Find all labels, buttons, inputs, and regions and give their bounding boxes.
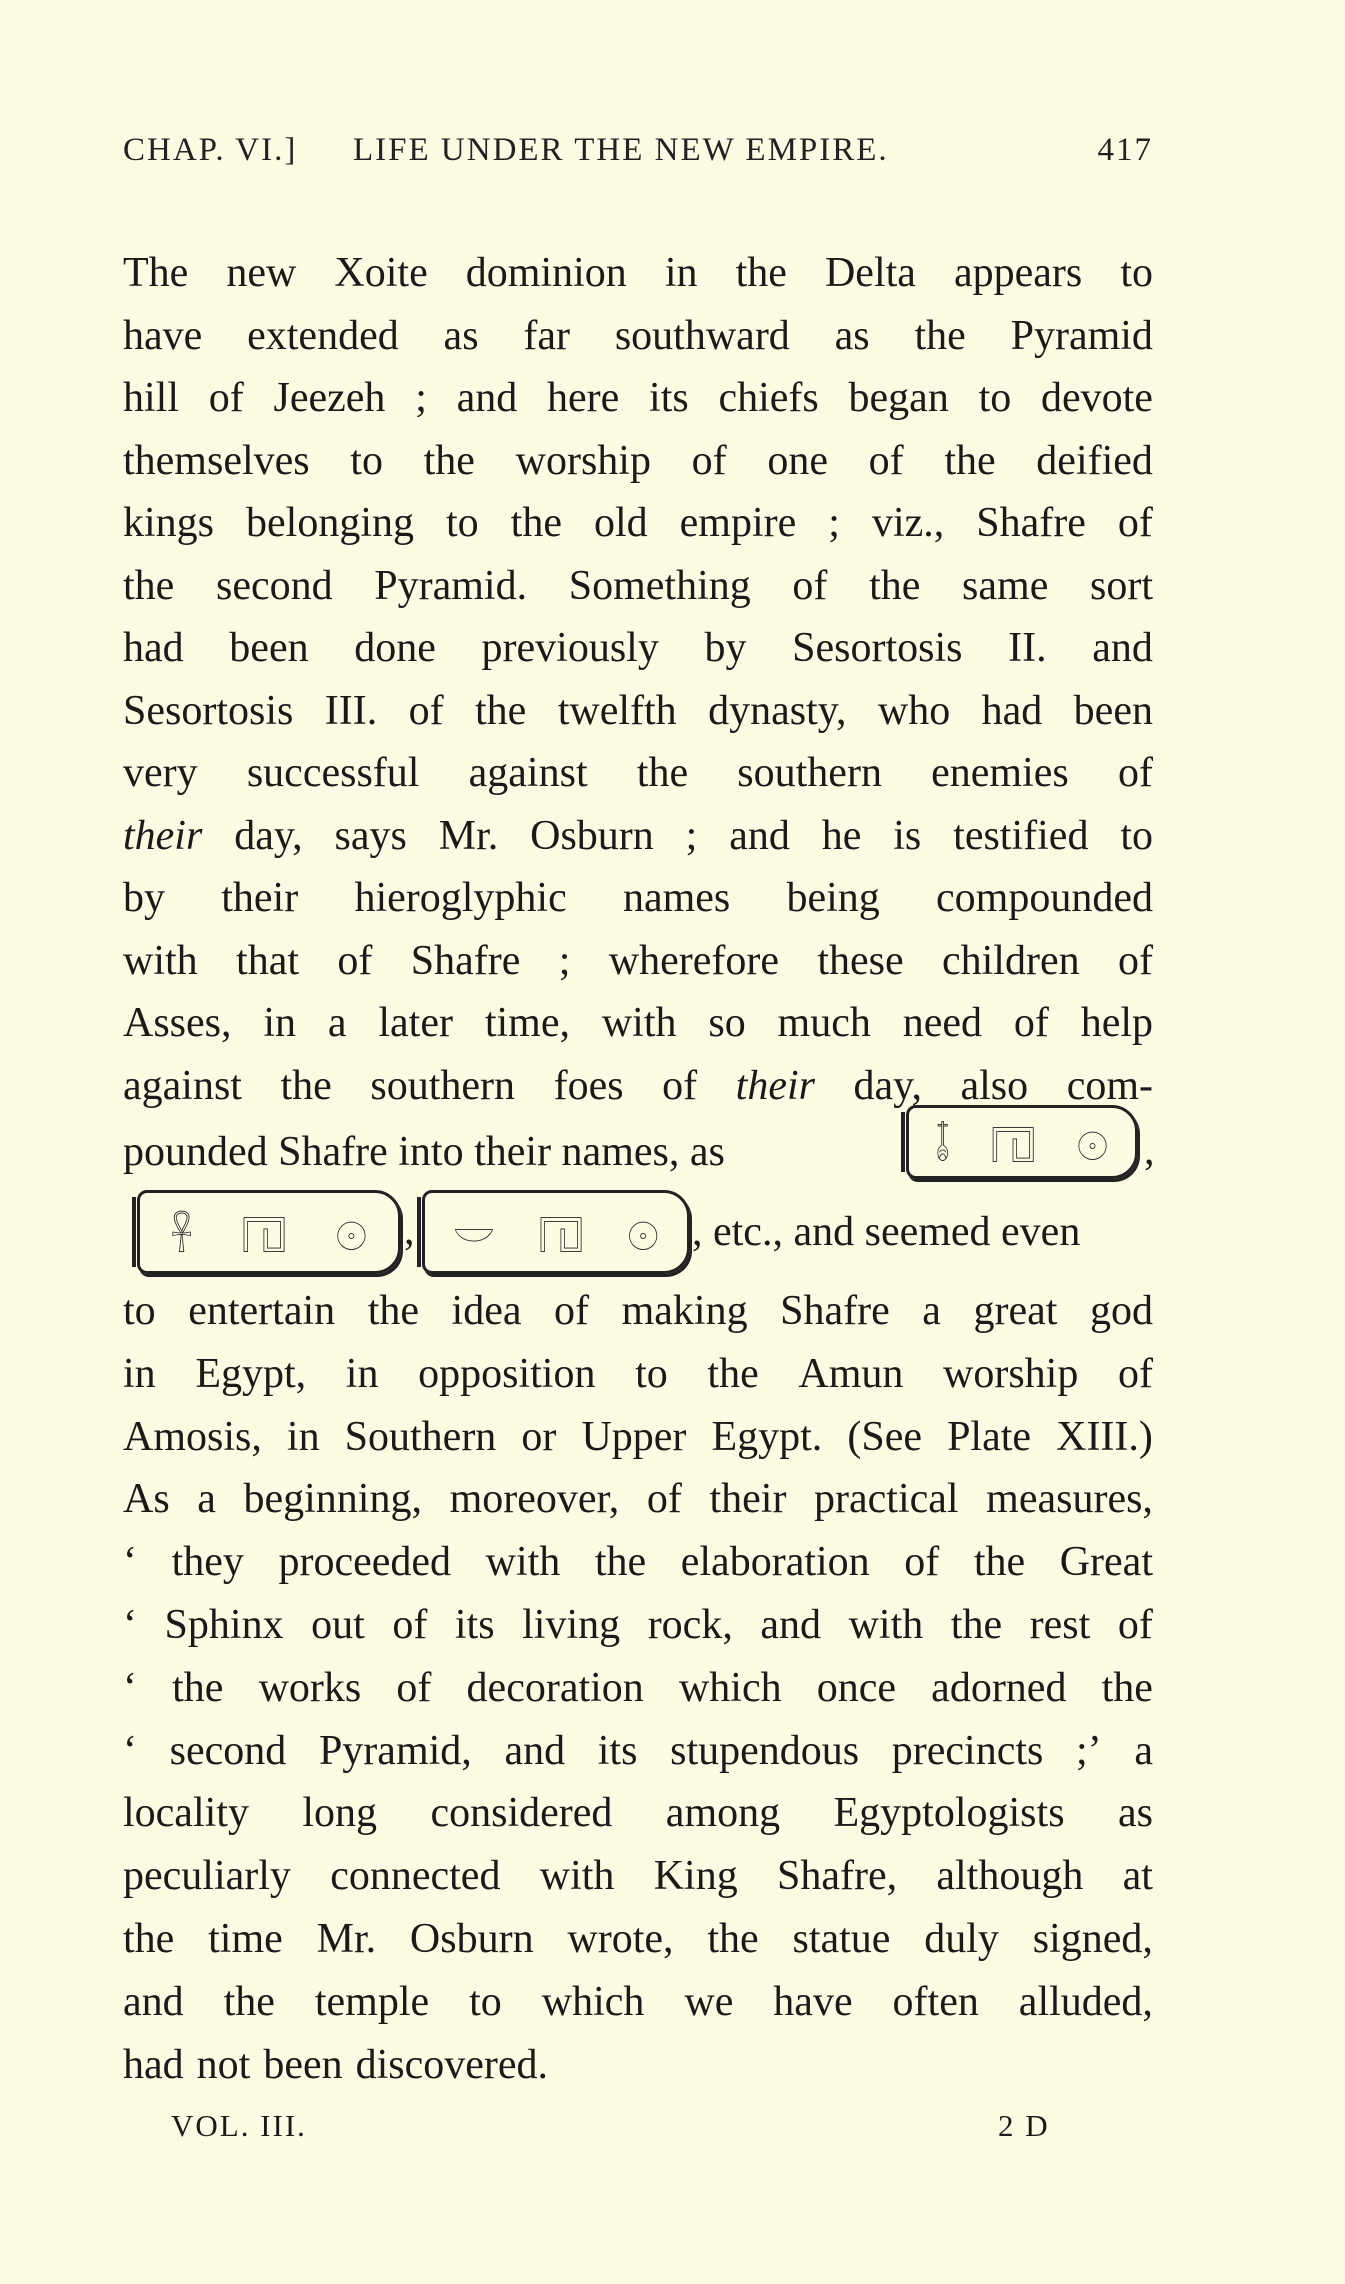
word: Delta bbox=[824, 250, 916, 296]
comma: , bbox=[404, 1208, 415, 1254]
word: have bbox=[773, 1978, 853, 2025]
word: old bbox=[593, 500, 648, 546]
word: in bbox=[123, 1350, 156, 1397]
word: of bbox=[868, 437, 904, 484]
word: Shafre, bbox=[776, 1853, 898, 1900]
text-line bbox=[123, 1663, 1153, 1713]
cartouche-shafre-3 bbox=[422, 1190, 690, 1274]
word: against bbox=[468, 750, 588, 796]
word: new bbox=[226, 250, 297, 296]
word: ‘ bbox=[123, 1602, 137, 1648]
word: Osburn bbox=[530, 812, 654, 859]
word: The bbox=[123, 250, 189, 296]
word: long bbox=[302, 1790, 378, 1837]
word: been bbox=[263, 2041, 343, 2088]
word: the bbox=[123, 562, 175, 609]
cartouche-shafre-2 bbox=[137, 1190, 401, 1274]
word: of bbox=[554, 1288, 590, 1334]
word: the bbox=[280, 1062, 332, 1109]
word: southern bbox=[737, 750, 882, 796]
word: ‘ bbox=[123, 1539, 137, 1586]
word: Pyramid bbox=[1010, 312, 1153, 359]
word: day, bbox=[234, 812, 303, 859]
word: Upper bbox=[581, 1413, 687, 1460]
word: so bbox=[708, 1000, 746, 1046]
word: the bbox=[172, 1664, 224, 1711]
word: the bbox=[423, 437, 475, 484]
word: and bbox=[729, 812, 790, 859]
word: with bbox=[539, 1853, 615, 1900]
word: statue bbox=[792, 1916, 891, 1962]
word: Sesortosis bbox=[123, 687, 294, 734]
word: dominion bbox=[465, 250, 627, 296]
word: Egypt. bbox=[711, 1413, 823, 1460]
cartouche-glyph: 𓄤 bbox=[935, 1125, 950, 1171]
word: devote bbox=[1041, 375, 1153, 421]
text-line bbox=[123, 873, 1153, 923]
word: and bbox=[504, 1727, 566, 1774]
text-line bbox=[123, 311, 1153, 361]
word: been bbox=[229, 625, 309, 671]
cartouche-line-2-text: , etc., and seemed even bbox=[692, 1209, 1081, 1255]
signature-mark: 2 D bbox=[998, 2108, 1050, 2143]
word: much bbox=[777, 1000, 871, 1046]
word: day, bbox=[853, 1062, 922, 1109]
word: in bbox=[286, 1413, 320, 1460]
word: help bbox=[1080, 1000, 1153, 1046]
word: As bbox=[123, 1476, 170, 1523]
word: have bbox=[123, 312, 203, 359]
word: and bbox=[123, 1978, 184, 2025]
word: the bbox=[869, 562, 921, 609]
word: of bbox=[792, 562, 828, 609]
word: against bbox=[123, 1062, 242, 1109]
text-line bbox=[123, 936, 1153, 986]
word: with bbox=[601, 1000, 677, 1046]
word: ; bbox=[415, 375, 427, 421]
word: Xoite bbox=[334, 250, 428, 296]
word: making bbox=[621, 1288, 748, 1334]
word: practical bbox=[814, 1476, 959, 1523]
word: Egypt, bbox=[195, 1350, 307, 1397]
word: Mr. bbox=[438, 812, 499, 859]
running-header bbox=[123, 132, 1153, 182]
word: Osburn bbox=[409, 1916, 534, 1962]
word: elaboration bbox=[680, 1539, 870, 1586]
word: beginning, bbox=[243, 1476, 422, 1523]
word: to bbox=[350, 437, 383, 484]
word: empire bbox=[679, 500, 797, 546]
word: which bbox=[541, 1978, 645, 2025]
cartouche-glyph: 𓋹 bbox=[170, 1215, 193, 1261]
word: themselves bbox=[123, 437, 310, 484]
word: Sesortosis bbox=[792, 625, 963, 671]
word: Southern bbox=[344, 1413, 497, 1460]
word: by bbox=[704, 625, 747, 671]
word: chiefs bbox=[718, 375, 819, 421]
word: peculiarly bbox=[123, 1853, 291, 1900]
cartouche-glyph: 𓇳 bbox=[627, 1215, 660, 1261]
word: being bbox=[786, 875, 880, 921]
word: and bbox=[456, 375, 518, 421]
word: the bbox=[707, 1350, 759, 1397]
word: later bbox=[378, 1000, 453, 1046]
word: extended bbox=[247, 312, 399, 359]
text-line bbox=[123, 1474, 1153, 1524]
word: their bbox=[709, 1476, 787, 1523]
cartouche-glyph: 𓇳 bbox=[1076, 1125, 1109, 1171]
word: been bbox=[1073, 687, 1153, 734]
word: hill bbox=[123, 375, 180, 421]
word: the bbox=[636, 750, 689, 796]
word: their bbox=[221, 875, 299, 921]
word: which bbox=[678, 1664, 782, 1711]
word: by bbox=[123, 875, 165, 921]
word: worship bbox=[943, 1350, 1079, 1397]
word: appears bbox=[953, 250, 1083, 296]
comma: , bbox=[1144, 1128, 1155, 1174]
word: sort bbox=[1090, 562, 1153, 609]
word: XIII.) bbox=[1056, 1413, 1153, 1460]
word: hieroglyphic bbox=[354, 875, 567, 921]
word: deified bbox=[1036, 437, 1153, 484]
word: rest bbox=[1029, 1602, 1091, 1648]
word: moreover, bbox=[449, 1476, 620, 1523]
word: second bbox=[169, 1727, 287, 1774]
word: entertain bbox=[188, 1288, 336, 1334]
word: children bbox=[941, 937, 1080, 984]
word: here bbox=[547, 375, 620, 421]
word: com- bbox=[1066, 1062, 1153, 1109]
word: King bbox=[653, 1853, 738, 1900]
word: with bbox=[848, 1602, 924, 1648]
text-line bbox=[123, 2040, 1153, 2090]
text-line bbox=[123, 1349, 1153, 1399]
word: enemies bbox=[931, 750, 1069, 796]
word: although bbox=[936, 1853, 1084, 1900]
word: Amosis, bbox=[123, 1413, 262, 1460]
word: Shafre bbox=[780, 1288, 890, 1334]
word: with bbox=[485, 1539, 561, 1586]
word: ; bbox=[685, 812, 698, 859]
word: in bbox=[664, 250, 698, 296]
word: the bbox=[950, 1602, 1003, 1648]
text-line bbox=[123, 1851, 1153, 1901]
cartouche-glyph: 𓉔 bbox=[241, 1215, 287, 1261]
word: viz., bbox=[871, 500, 945, 546]
page-footer bbox=[123, 2108, 1073, 2152]
word: he bbox=[821, 812, 862, 859]
word: god bbox=[1090, 1288, 1153, 1334]
word: Pyramid, bbox=[318, 1727, 472, 1774]
word: began bbox=[848, 375, 949, 421]
volume-label: VOL. III. bbox=[171, 2108, 307, 2143]
word: locality bbox=[123, 1790, 249, 1837]
cartouche-glyph: 𓎟 bbox=[452, 1215, 495, 1261]
text-line bbox=[123, 1977, 1153, 2027]
text-line bbox=[123, 1726, 1153, 1776]
word: Mr. bbox=[316, 1916, 377, 1962]
word: their bbox=[735, 1062, 815, 1109]
word: living bbox=[522, 1602, 621, 1648]
word: its bbox=[649, 375, 689, 421]
word: dynasty, bbox=[708, 687, 847, 734]
word: of bbox=[691, 437, 727, 484]
text-line bbox=[123, 748, 1153, 798]
word: its bbox=[454, 1602, 495, 1648]
word: a bbox=[327, 1000, 347, 1046]
word: the bbox=[973, 1539, 1026, 1586]
text-line bbox=[123, 373, 1153, 423]
word: as bbox=[1117, 1790, 1153, 1837]
word: of bbox=[337, 937, 373, 984]
text-line bbox=[123, 1061, 1153, 1111]
text-line bbox=[123, 498, 1153, 548]
word: alluded, bbox=[1018, 1978, 1153, 2025]
word: worship bbox=[515, 437, 651, 484]
word: successful bbox=[246, 750, 420, 796]
cartouche-glyph: 𓇳 bbox=[335, 1215, 368, 1261]
text-line bbox=[123, 1537, 1153, 1587]
word: had bbox=[123, 625, 184, 671]
word: kings bbox=[123, 500, 215, 546]
word: adorned bbox=[931, 1664, 1067, 1711]
text-line bbox=[123, 1788, 1153, 1838]
word: the bbox=[1101, 1664, 1153, 1711]
word: in bbox=[263, 1000, 297, 1046]
word: they bbox=[171, 1539, 244, 1586]
word: Egyptologists bbox=[833, 1790, 1065, 1837]
word: often bbox=[892, 1978, 979, 2025]
word: one bbox=[767, 437, 828, 484]
word: in bbox=[345, 1350, 379, 1397]
word: we bbox=[684, 1978, 734, 2025]
word: these bbox=[817, 937, 904, 984]
word: time, bbox=[484, 1000, 570, 1046]
word: of bbox=[396, 1664, 432, 1711]
word: of bbox=[1117, 1350, 1153, 1397]
text-line bbox=[123, 1914, 1153, 1964]
text-line bbox=[123, 1412, 1153, 1462]
word: very bbox=[123, 750, 198, 796]
word: compounded bbox=[936, 875, 1153, 921]
word: of bbox=[904, 1539, 940, 1586]
cartouche-glyph: 𓉔 bbox=[990, 1125, 1036, 1171]
word: II. bbox=[1008, 625, 1047, 671]
word: time bbox=[208, 1916, 283, 1962]
word: to bbox=[123, 1288, 156, 1334]
word: works bbox=[258, 1664, 362, 1711]
text-line bbox=[123, 998, 1153, 1048]
word: opposition bbox=[418, 1350, 596, 1397]
word: and bbox=[1092, 625, 1153, 671]
word: of bbox=[1117, 750, 1153, 796]
word: the bbox=[735, 250, 787, 296]
word: far bbox=[523, 312, 570, 359]
word: that bbox=[236, 937, 300, 984]
cartouche-line-1-text: pounded Shafre into their names, as bbox=[123, 1129, 725, 1175]
running-title: LIFE UNDER THE NEW EMPIRE. bbox=[353, 132, 889, 168]
word: Asses, bbox=[123, 1000, 232, 1046]
word: foes bbox=[553, 1062, 624, 1109]
word: names bbox=[622, 875, 731, 921]
chapter-label: CHAP. VI.] bbox=[123, 132, 298, 168]
word: same bbox=[962, 562, 1049, 609]
word: out bbox=[311, 1602, 365, 1648]
word: a bbox=[197, 1476, 216, 1523]
word: need bbox=[902, 1000, 982, 1046]
word: the bbox=[707, 1916, 759, 1962]
word: the bbox=[594, 1539, 647, 1586]
word: of bbox=[392, 1602, 428, 1648]
word: Sphinx bbox=[164, 1602, 284, 1648]
word: Something bbox=[568, 562, 751, 609]
word: previously bbox=[481, 625, 659, 671]
word: Great bbox=[1059, 1539, 1153, 1586]
word: done bbox=[354, 625, 436, 671]
word: had bbox=[981, 687, 1043, 734]
word: the bbox=[510, 500, 562, 546]
word: as bbox=[443, 312, 479, 359]
word: Pyramid. bbox=[374, 562, 528, 609]
cartouche-shafre-1 bbox=[906, 1105, 1138, 1179]
word: who bbox=[877, 687, 951, 734]
word: the bbox=[367, 1288, 419, 1334]
word: to bbox=[635, 1350, 668, 1397]
word: testified bbox=[953, 812, 1089, 859]
cartouche-glyph: 𓉔 bbox=[538, 1215, 584, 1261]
word: decoration bbox=[466, 1664, 644, 1711]
text-line bbox=[123, 686, 1153, 736]
word: measures, bbox=[986, 1476, 1153, 1523]
word: duly bbox=[924, 1916, 999, 1962]
word: ; bbox=[828, 500, 840, 546]
word: wrote, bbox=[567, 1916, 674, 1962]
word: III. bbox=[324, 687, 378, 734]
word: of bbox=[646, 1476, 682, 1523]
word: proceeded bbox=[278, 1539, 452, 1586]
word: a bbox=[922, 1288, 941, 1334]
text-line bbox=[123, 811, 1153, 861]
word: of bbox=[408, 687, 444, 734]
word: says bbox=[334, 812, 407, 859]
word: southward bbox=[614, 312, 790, 359]
text-line bbox=[123, 561, 1153, 611]
word: Amun bbox=[798, 1350, 904, 1397]
word: discovered. bbox=[355, 2041, 549, 2088]
text-line bbox=[123, 623, 1153, 673]
word: Plate bbox=[947, 1413, 1032, 1460]
word: southern bbox=[370, 1062, 516, 1109]
word: at bbox=[1122, 1853, 1153, 1900]
word: wherefore bbox=[608, 937, 779, 984]
word: to bbox=[978, 375, 1012, 421]
word: ; bbox=[558, 937, 571, 984]
word: is bbox=[893, 812, 922, 859]
word: of bbox=[662, 1062, 698, 1109]
text-line bbox=[123, 436, 1153, 486]
word: to bbox=[446, 500, 479, 546]
word: to bbox=[469, 1978, 502, 2025]
word: of bbox=[1117, 500, 1153, 546]
word: second bbox=[215, 562, 333, 609]
word: of bbox=[1117, 937, 1153, 984]
word: great bbox=[973, 1288, 1058, 1334]
word: twelfth bbox=[557, 687, 677, 734]
word: among bbox=[665, 1790, 781, 1837]
word: to bbox=[1120, 250, 1153, 296]
text-line bbox=[123, 1286, 1153, 1336]
word: idea bbox=[451, 1288, 522, 1334]
word: its bbox=[597, 1727, 638, 1774]
word: also bbox=[960, 1062, 1029, 1109]
page-number: 417 bbox=[1097, 132, 1153, 168]
text-line bbox=[123, 248, 1153, 298]
word: and bbox=[760, 1602, 822, 1648]
word: ‘ bbox=[123, 1727, 137, 1774]
word: the bbox=[944, 437, 996, 484]
word: stupendous bbox=[670, 1727, 860, 1774]
word: as bbox=[834, 312, 870, 359]
word: Jeezeh bbox=[273, 375, 386, 421]
word: the bbox=[223, 1978, 275, 2025]
word: temple bbox=[314, 1978, 430, 2025]
word: of bbox=[208, 375, 244, 421]
word: precincts bbox=[891, 1727, 1044, 1774]
word: a bbox=[1134, 1727, 1153, 1774]
word: (See bbox=[847, 1413, 922, 1460]
word: Shafre bbox=[410, 937, 521, 984]
word: Shafre bbox=[976, 500, 1086, 546]
word: ;’ bbox=[1076, 1727, 1102, 1774]
text-line bbox=[123, 1600, 1153, 1650]
word: the bbox=[123, 1916, 175, 1962]
word: signed, bbox=[1032, 1916, 1153, 1962]
word: of bbox=[1117, 1602, 1153, 1648]
word: the bbox=[914, 312, 966, 359]
word: of bbox=[1013, 1000, 1049, 1046]
word: once bbox=[816, 1664, 897, 1711]
word: or bbox=[521, 1413, 557, 1460]
word: the bbox=[475, 687, 527, 734]
word: belonging bbox=[246, 500, 414, 546]
word: not bbox=[196, 2041, 251, 2088]
word: considered bbox=[430, 1790, 613, 1837]
word: their bbox=[123, 812, 203, 859]
word: with bbox=[123, 937, 198, 984]
word: had bbox=[123, 2041, 184, 2088]
word: ‘ bbox=[123, 1664, 137, 1711]
cartouche-line-2 bbox=[692, 1207, 1152, 1257]
word: rock, bbox=[647, 1602, 733, 1648]
word: to bbox=[1120, 812, 1153, 859]
word: connected bbox=[330, 1853, 501, 1900]
